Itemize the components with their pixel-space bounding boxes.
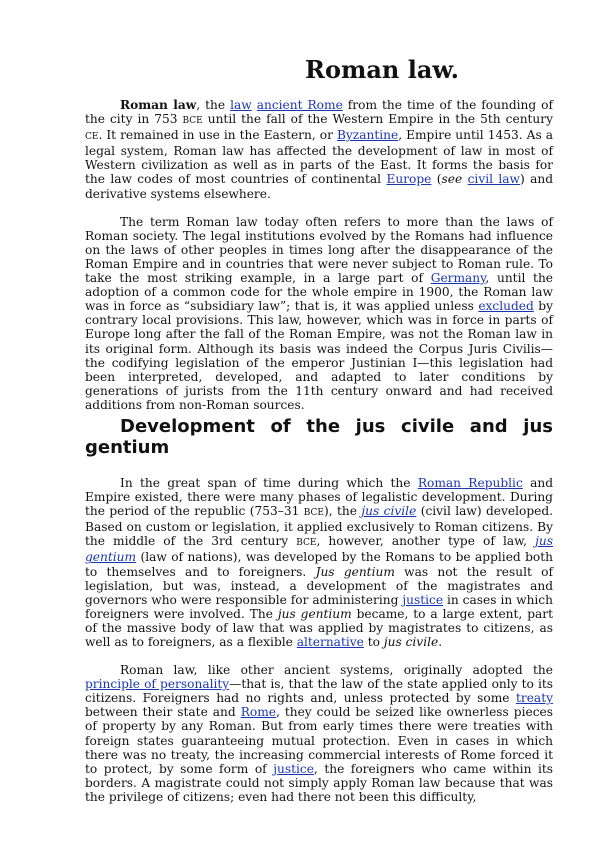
section-heading: Development of the jus civile and jus gentium <box>85 415 553 458</box>
link-civil-law[interactable]: civil law <box>467 172 520 187</box>
era-bce: BCE <box>182 116 203 127</box>
link-alternative[interactable]: alternative <box>296 635 364 649</box>
link-jus-civile[interactable]: jus civile <box>361 504 417 519</box>
link-principle-of-personality[interactable]: principle of personality <box>85 677 230 692</box>
paragraph-personality: Roman law, like other ancient systems, originally adopted the principle of personality—that is, that the law of the state applied only to its citizens. Foreigners had no rights and, unless protected by some treaty between their state and Rome, they could be seized like ownerless pieces of property by any Roman. But from early times there were treaties with foreign states guaranteeing mutual protection. Even in cases in which there was no treaty, the increasing commercial interests of Rome forced it to protect, by some form of justice, the foreigners who came within its borders. A magistrate could not simply apply Roman law because that was the privilege of citizens; even had there not been this difficulty, <box>85 663 554 804</box>
era-ce: CE <box>85 132 99 143</box>
page-title: Roman law. <box>305 55 459 84</box>
link-excluded[interactable]: excluded <box>478 299 534 314</box>
paragraph-intro: Roman law, the law ancient Rome from the time of the founding of the city in 753 BCE until the fall of the Western Empire in the 5th century CE. It remained in use in the Eastern, or Byzantine, Empire until 1453. As a legal system, Roman law has affected the development of law in most of Western civilization as well as in parts of the East. It forms the basis for the law codes of most countries of continental Europe (see civil law) and derivative systems elsewhere. <box>85 98 554 201</box>
era-bce: BCE <box>303 508 324 519</box>
link-byzantine[interactable]: Byzantine <box>336 128 399 143</box>
link-treaty[interactable]: treaty <box>516 691 553 706</box>
link-justice[interactable]: justice <box>402 592 444 607</box>
link-justice[interactable]: justice <box>273 761 314 776</box>
era-bce: BCE <box>296 538 317 549</box>
link-ancient-rome[interactable]: ancient Rome <box>256 98 343 112</box>
paragraph-term: The term Roman law today often refers to more than the laws of Roman society. The legal institutions evolved by the Romans had influence on the laws of other peoples in times long after the disappearance of the Roman Empire and in countries that were never subject to Roman rule. To take the most striking example, in a large part of Germany, until the adoption of a common code for the whole empire in 1900, the Roman law was in force as “subsidiary law”; that is, it was applied unless excluded by contrary local provisions. This law, however, which was in force in parts of Europe long after the fall of the Roman Empire, was not the Roman law in its original form. Although its basis was indeed the Corpus Juris Civilis—the codifying legislation of the emperor Justinian I—this legislation had been interpreted, developed, and adapted to later conditions by generations of jurists from the 11th century onward and had received additions from non-Roman sources. <box>85 214 553 412</box>
paragraph-development: In the great span of time during which the Roman Republic and Empire existed, there were many phases of legalistic development. During the period of the republic (753–31 BCE), the jus civile (civil law) developed. Based on custom or legislation, it applied exclusively to Roman citizens. By the middle of the 3rd century BCE, however, another type of law, jus gentium (law of nations), was developed by the Romans to be applied both to themselves and to foreigners. Jus gentium was not the result of legislation, but was, instead, a development of the magistrates and governors who were responsible for administering justice in cases in which foreigners were involved. The jus gentium became, to a large extent, part of the massive body of law that was applied by magistrates to citizens, as well as to foreigners, as a flexible alternative to jus civile. <box>85 475 554 649</box>
link-roman-republic[interactable]: Roman Republic <box>417 475 523 490</box>
link-rome[interactable]: Rome <box>240 705 276 720</box>
lead-term: Roman law <box>120 98 197 112</box>
link-germany[interactable]: Germany <box>430 271 486 286</box>
link-jus-gentium[interactable]: jus gentium <box>85 534 553 565</box>
link-law[interactable]: law <box>230 98 252 112</box>
link-europe[interactable]: Europe <box>386 172 432 187</box>
article-body <box>85 98 553 804</box>
